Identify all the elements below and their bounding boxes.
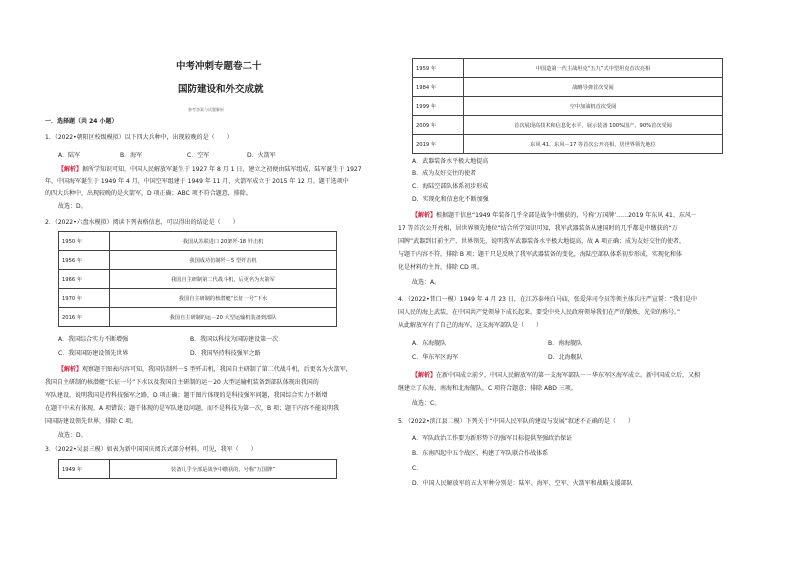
q5-option-b: B．东南四起中五个战区，构建了军队联合作战体系 — [412, 450, 549, 457]
table-row: 2019 年 东风 41、东风－17 等首次公开亮相，居世界领先地位 — [413, 135, 723, 154]
q1-analysis-tag: 【解析】 — [58, 166, 83, 173]
q2-option-b: B．我国以科技为国防建设第一次 — [190, 336, 279, 343]
table-row: 2009 年 首次展现高技术和信息化水平，展示装备 100%国产，90%首次受阅 — [413, 116, 723, 135]
q4-stem-line1: 4．（2022•昔口一模）1949 年 4 月 23 日，在江苏泰州白马庙，张爱萍司令员等领主体兵庄严宣誓：“我们是中 — [398, 296, 697, 303]
q3-option-d: D．实现化和信息化不断加强 — [412, 196, 489, 203]
q4-stem-line2: 国人民的海上武装，在中国共产党领导下成长起来。要受中央人民政府领导我们在严的锻炼，光荣的称号。” — [398, 309, 681, 316]
q1-option-c: C．空军 — [187, 152, 210, 159]
q2-analysis-line5: 国国防建设领先世界，排除 C 项。 — [45, 418, 138, 425]
page-subtitle: 国防建设和外交成就 — [178, 84, 264, 95]
table-row: 1949 年 装备几乎全部是战争中缴获的，号称“万国牌” — [59, 460, 337, 479]
q5-option-a: A．军队政治工作要为新形势下的强军目标提供坚强政治保证 — [412, 435, 573, 442]
q2-option-a: A．我国综合实力不断增强 — [58, 336, 129, 343]
q3-analysis-line4: 与题干内容不符，排除 B 项；题干只是反映了我军武器装备的变化，海陆空部队体系初步形成，实现化和体 — [398, 251, 682, 258]
q3-analysis-line3: 国牌”武器到目前主产，世界领先，说明我军武器装备水平极大地提高，故 A 项正确；成为友好交往的使者， — [398, 238, 686, 245]
q2-analysis-line2: 我国自主研制的核潜艇“长征一号”下水以及我国自主研制的运－20 大型运输机装备到部队体现出我国的 — [45, 379, 319, 386]
q2-table — [58, 231, 337, 327]
q3-option-c: C．海陆空部队体系初步形成 — [412, 183, 489, 190]
q1-option-b: B．海军 — [120, 152, 143, 159]
q3-analysis-line5: 化是材料的主旨，排除 CD 项。 — [398, 264, 483, 271]
q5-option-d: D．中国人民解放军的五大军种分别是：陆军、海军、空军、火箭军和战略支援部队 — [412, 480, 633, 487]
q1-option-a: A．陆军 — [58, 152, 81, 159]
answer-note: 参考答案与试题解析 — [188, 107, 224, 112]
page-title: 中考冲刺专题卷二十 — [176, 61, 262, 72]
q4-option-a: A．东海舰队 — [412, 340, 447, 347]
q2-analysis-tag: 【解析】 — [58, 366, 83, 373]
q2-option-d: D．我国坚持科技强军之路 — [190, 350, 261, 357]
q2-answer: 故选：D。 — [58, 432, 87, 439]
q3-option-a: A．武器装备水平极大地提高 — [412, 158, 489, 165]
q5-option-c: C． — [412, 465, 423, 472]
section-heading: 一．选择题（共 24 小题） — [45, 118, 118, 125]
table-row: 1984 年 战略导弹首次受阅 — [413, 78, 723, 97]
q4-stem-line3: 从此解放军有了自己的海军。这支海军部队是（ ） — [398, 322, 543, 329]
table-row: 1966 年 我国自主研制第二代战斗机，后更名为火箭军 — [59, 270, 337, 289]
table-row: 1999 年 空中加油机首次受阅 — [413, 97, 723, 116]
q3-analysis-tag: 【解析】 — [412, 212, 437, 219]
q1-analysis-line3: 的四大兵种中，出现较晚的是火箭军，D 项正确；ABC 项不符合题意，排除。 — [45, 190, 252, 197]
q4-analysis-tag: 【解析】 — [412, 372, 437, 379]
q3-analysis-line1: 【解析】根据题干信息“1949 年装备几乎全部是战争中缴获的，号称‘万国牌’……2019 年东风 41、东风－ — [412, 212, 697, 219]
table-row: 1970 年 我国自主研制的核潜艇“长征一号”下水 — [59, 289, 337, 308]
q2-analysis-line1: 【解析】观察题干图表内容可知，我国仿制歼－5 型歼击机，我国自主研制了第二代战斗机，后更名为火箭军， — [58, 366, 352, 373]
table-row: 1959 年 中国造第一代主战坦克“五九”式中型坦克首次亮相 — [413, 59, 723, 78]
q3-analysis-line2: 17 等首次公开亮相，居世界领先地位”结合所学知识可知，我军武器装备从建国时的几乎都是中缴获的“万 — [398, 225, 678, 232]
q4-answer: 故选：C。 — [412, 400, 441, 407]
q5-stem: 5．（2022•滨江县二模）下列关于“中国人民军队的建设与发展”叙述不正确的是（ ） — [398, 418, 634, 425]
q3-answer: 故选：A。 — [412, 279, 441, 286]
q1-option-d: D．火箭军 — [247, 152, 276, 159]
q3-option-b: B．成为友好交往的使者 — [412, 170, 477, 177]
q4-analysis-line2: 继建立了东海、南海和北海舰队。C 项符合题意；排除 ABD 三项。 — [398, 385, 577, 392]
q4-option-d: D．北海舰队 — [548, 354, 583, 361]
q1-answer: 故选：D。 — [58, 203, 87, 210]
q4-option-c: C．华东军区海军 — [412, 354, 459, 361]
q4-analysis-line1: 【解析】在新中国成立前夕，中国人民解放军的第一支海军部队－－华东军区海军成立。新中国成立后，又相 — [412, 372, 701, 379]
q3-stem: 3．（2022•吴县三模）如表为新中国国庆阅兵式部分材料。可见，我军（ ） — [45, 446, 257, 453]
q3-table-left — [58, 459, 337, 479]
q1-stem: 1．（2022•朝阳区校级模拟）以下四大兵种中，出现较晚的是（ ） — [45, 134, 233, 141]
q2-stem: 2．（2022•六盘水模拟）阅读下列表格信息，可以得出的结论是（ ） — [45, 219, 239, 226]
table-row: 2016 年 我国自主研制的运－20 大型运输机装备到部队 — [59, 308, 337, 327]
q4-option-b: B．南海舰队 — [548, 340, 583, 347]
q2-option-c: C．我国国防建设领先世界 — [58, 350, 129, 357]
q1-analysis-line1: 【解析】据所学知识可知，中国人民解放军诞生于 1927 年 8 月 1 日，建立之初便由陆军组成，陆军诞生于 1927 — [58, 166, 362, 173]
q2-analysis-line4: 在题干中未有体现，A 项错误；题干体现的是军队建设问题，而不是科技为第一次，B 项；题干内容不能说明我 — [45, 405, 340, 412]
table-row: 1950 年 我国从苏联进口 20架歼-18 歼击机 — [59, 232, 337, 251]
q3-table-right — [412, 58, 723, 154]
q1-analysis-line2: 年，中国海军诞生于 1949 年 4 月，中国空军组建于 1949 年 11 月，火箭军成立于 2015 年 12 月。题干选项中 — [45, 178, 349, 185]
q2-analysis-line3: 军队建设，说明我国是持科技强军之路，D 项正确；题干图片体现的是科技强军问题，我国综合实力不断增 — [45, 392, 328, 399]
table-row: 1956 年 我国成功仿制歼－5 型歼击机 — [59, 251, 337, 270]
